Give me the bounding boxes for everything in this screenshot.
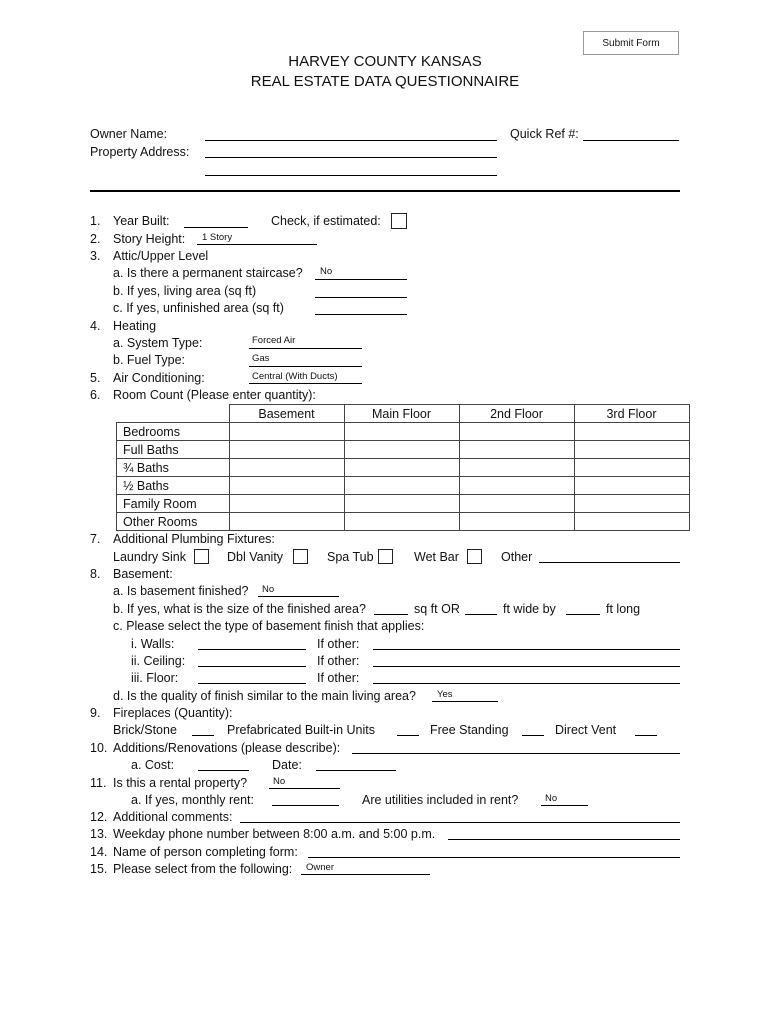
title-line-1: HARVEY COUNTY KANSAS [288, 53, 482, 70]
unfinished-area-field[interactable] [315, 314, 407, 315]
living-area-label: b. If yes, living area (sq ft) [113, 284, 257, 298]
sqft-or-label: sq ft OR [414, 602, 460, 616]
estimated-checkbox[interactable] [391, 213, 407, 229]
finished-width-field[interactable] [465, 614, 497, 615]
table-cell[interactable] [459, 495, 574, 513]
table-cell[interactable] [459, 513, 574, 531]
owner-name-label: Owner Name: [90, 127, 168, 141]
floor-other-field[interactable] [373, 683, 680, 684]
table-cell[interactable] [229, 459, 344, 477]
table-cell[interactable] [344, 459, 459, 477]
floor-other-label: If other: [317, 671, 360, 685]
monthly-rent-field[interactable] [272, 805, 339, 806]
row-label: ¾ Baths [117, 459, 230, 477]
ceiling-field[interactable] [198, 666, 306, 667]
form-title [0, 52, 770, 92]
floor-field[interactable] [198, 683, 306, 684]
estimated-label: Check, if estimated: [271, 214, 381, 228]
table-cell[interactable] [459, 459, 574, 477]
utilities-value: No [545, 793, 558, 804]
table-cell[interactable] [574, 441, 689, 459]
fuel-type-field[interactable] [249, 366, 362, 367]
attic-label: Attic/Upper Level [113, 249, 209, 263]
quick-ref-field[interactable] [583, 140, 679, 141]
q8-number: 8. [90, 567, 101, 581]
air-conditioning-value: Central (With Ducts) [252, 371, 338, 382]
spa-tub-label: Spa Tub [327, 550, 374, 564]
wet-bar-checkbox[interactable] [467, 549, 482, 564]
quick-ref-label: Quick Ref #: [510, 127, 579, 141]
q4-number: 4. [90, 319, 101, 333]
q5-number: 5. [90, 371, 101, 385]
story-height-value: 1 Story [202, 232, 233, 243]
q12-number: 12. [90, 810, 108, 824]
monthly-rent-label: a. If yes, monthly rent: [131, 793, 254, 807]
row-label: Full Baths [117, 441, 230, 459]
cost-field[interactable] [198, 770, 249, 771]
finished-sqft-field[interactable] [374, 614, 408, 615]
q14-number: 14. [90, 845, 108, 859]
property-address-label: Property Address: [90, 145, 190, 159]
walls-field[interactable] [198, 649, 306, 650]
unfinished-area-label: c. If yes, unfinished area (sq ft) [113, 301, 284, 315]
q13-number: 13. [90, 827, 108, 841]
table-cell[interactable] [229, 477, 344, 495]
table-cell[interactable] [344, 513, 459, 531]
table-cell[interactable] [574, 423, 689, 441]
comments-label: Additional comments: [113, 810, 233, 824]
ceiling-other-label: If other: [317, 654, 360, 668]
air-conditioning-label: Air Conditioning: [113, 371, 205, 385]
row-label: Other Rooms [117, 513, 230, 531]
submit-form-button[interactable]: Submit Form [583, 31, 679, 55]
other-fixtures-label: Other [501, 550, 533, 564]
row-label: Family Room [117, 495, 230, 513]
table-cell[interactable] [574, 459, 689, 477]
table-cell[interactable] [229, 441, 344, 459]
completer-name-field[interactable] [308, 857, 680, 858]
finished-length-field[interactable] [566, 614, 600, 615]
q15-number: 15. [90, 862, 108, 876]
column-header: 2nd Floor [459, 405, 574, 423]
date-label: Date: [272, 758, 302, 772]
select-role-value: Owner [306, 862, 334, 873]
laundry-sink-label: Laundry Sink [113, 550, 186, 564]
system-type-value: Forced Air [252, 335, 296, 346]
q1-number: 1. [90, 214, 101, 228]
finish-quality-value: Yes [437, 689, 453, 700]
walls-other-label: If other: [317, 637, 360, 651]
ceiling-other-field[interactable] [373, 666, 680, 667]
year-built-label: Year Built: [113, 214, 170, 228]
date-field[interactable] [316, 770, 396, 771]
comments-field[interactable] [240, 822, 680, 823]
dbl-vanity-checkbox[interactable] [293, 549, 308, 564]
spa-tub-checkbox[interactable] [378, 549, 393, 564]
table-row [117, 495, 690, 513]
utilities-label: Are utilities included in rent? [362, 793, 519, 807]
table-cell[interactable] [459, 441, 574, 459]
walls-label: i. Walls: [131, 637, 175, 651]
q9-number: 9. [90, 706, 101, 720]
table-row [117, 441, 690, 459]
story-height-label: Story Height: [113, 232, 186, 246]
property-address-field[interactable] [205, 157, 497, 158]
title-line-2: REAL ESTATE DATA QUESTIONNAIRE [250, 73, 520, 90]
rental-value: No [273, 776, 286, 787]
ceiling-label: ii. Ceiling: [131, 654, 186, 668]
phone-label: Weekday phone number between 8:00 a.m. and 5:00 p.m. [113, 827, 436, 841]
brick-stone-label: Brick/Stone [113, 723, 177, 737]
column-header: Main Floor [344, 405, 459, 423]
table-cell[interactable] [344, 495, 459, 513]
free-standing-label: Free Standing [430, 723, 509, 737]
fuel-type-label: b. Fuel Type: [113, 353, 186, 367]
heating-label: Heating [113, 319, 157, 333]
dbl-vanity-label: Dbl Vanity [227, 550, 284, 564]
owner-name-field[interactable] [205, 140, 497, 141]
staircase-label: a. Is there a permanent staircase? [113, 266, 303, 280]
table-cell[interactable] [459, 477, 574, 495]
year-built-field[interactable] [184, 227, 248, 228]
table-row [117, 513, 690, 531]
direct-vent-label: Direct Vent [555, 723, 617, 737]
finished-size-label: b. If yes, what is the size of the finished area? [113, 602, 366, 616]
story-height-field[interactable] [197, 244, 317, 245]
air-conditioning-field[interactable] [249, 383, 362, 384]
basement-label: Basement: [113, 567, 173, 581]
phone-field[interactable] [448, 839, 680, 840]
property-address-field-2[interactable] [205, 175, 497, 176]
system-type-field[interactable] [249, 348, 362, 349]
additions-field[interactable] [352, 753, 680, 754]
direct-vent-field[interactable] [635, 735, 657, 736]
fireplaces-label: Fireplaces (Quantity): [113, 706, 233, 720]
system-type-label: a. System Type: [113, 336, 203, 350]
basement-finished-label: a. Is basement finished? [113, 584, 249, 598]
column-header: Basement [229, 405, 344, 423]
table-row [117, 423, 690, 441]
additions-label: Additions/Renovations (please describe): [113, 741, 341, 755]
completer-name-label: Name of person completing form: [113, 845, 298, 859]
staircase-value: No [320, 266, 333, 277]
fuel-type-value: Gas [252, 353, 270, 364]
column-header: 3rd Floor [574, 405, 689, 423]
table-cell[interactable] [459, 423, 574, 441]
table-cell[interactable] [229, 513, 344, 531]
finish-quality-field[interactable] [432, 701, 498, 702]
q6-number: 6. [90, 388, 101, 402]
finish-quality-label: d. Is the quality of finish similar to the main living area? [113, 689, 416, 703]
laundry-sink-checkbox[interactable] [194, 549, 209, 564]
table-cell[interactable] [574, 495, 689, 513]
q11-number: 11. [90, 776, 107, 790]
room-count-table [116, 404, 690, 531]
q3-number: 3. [90, 249, 101, 263]
cost-label: a. Cost: [131, 758, 175, 772]
row-label: ½ Baths [117, 477, 230, 495]
q2-number: 2. [90, 232, 101, 246]
q7-number: 7. [90, 532, 101, 546]
basement-finished-value: No [262, 584, 275, 595]
table-corner [117, 405, 230, 423]
staircase-field[interactable] [315, 279, 407, 280]
row-label: Bedrooms [117, 423, 230, 441]
brick-stone-field[interactable] [192, 735, 214, 736]
prefab-label: Prefabricated Built-in Units [227, 723, 375, 737]
table-header-row [117, 405, 690, 423]
prefab-field[interactable] [397, 735, 419, 736]
room-count-label: Room Count (Please enter quantity): [113, 388, 316, 402]
other-fixtures-field[interactable] [539, 562, 680, 563]
section-divider [90, 190, 680, 192]
select-role-label: Please select from the following: [113, 862, 293, 876]
table-cell[interactable] [344, 441, 459, 459]
select-role-field[interactable] [301, 874, 430, 875]
ft-wide-label: ft wide by [503, 602, 556, 616]
rental-label: Is this a rental property? [113, 776, 248, 790]
living-area-field[interactable] [315, 297, 407, 298]
table-cell[interactable] [344, 423, 459, 441]
table-cell[interactable] [344, 477, 459, 495]
table-cell[interactable] [574, 513, 689, 531]
rental-field[interactable] [269, 788, 340, 789]
plumbing-label: Additional Plumbing Fixtures: [113, 532, 275, 546]
table-cell[interactable] [574, 477, 689, 495]
table-row [117, 477, 690, 495]
basement-finished-field[interactable] [258, 596, 339, 597]
floor-label: iii. Floor: [131, 671, 179, 685]
ft-long-label: ft long [606, 602, 641, 616]
wet-bar-label: Wet Bar [414, 550, 459, 564]
free-standing-field[interactable] [522, 735, 544, 736]
walls-other-field[interactable] [373, 649, 680, 650]
finish-type-label: c. Please select the type of basement finish that applies: [113, 619, 425, 633]
utilities-field[interactable] [541, 805, 588, 806]
table-row [117, 459, 690, 477]
table-cell[interactable] [229, 495, 344, 513]
q10-number: 10. [90, 741, 108, 755]
table-cell[interactable] [229, 423, 344, 441]
